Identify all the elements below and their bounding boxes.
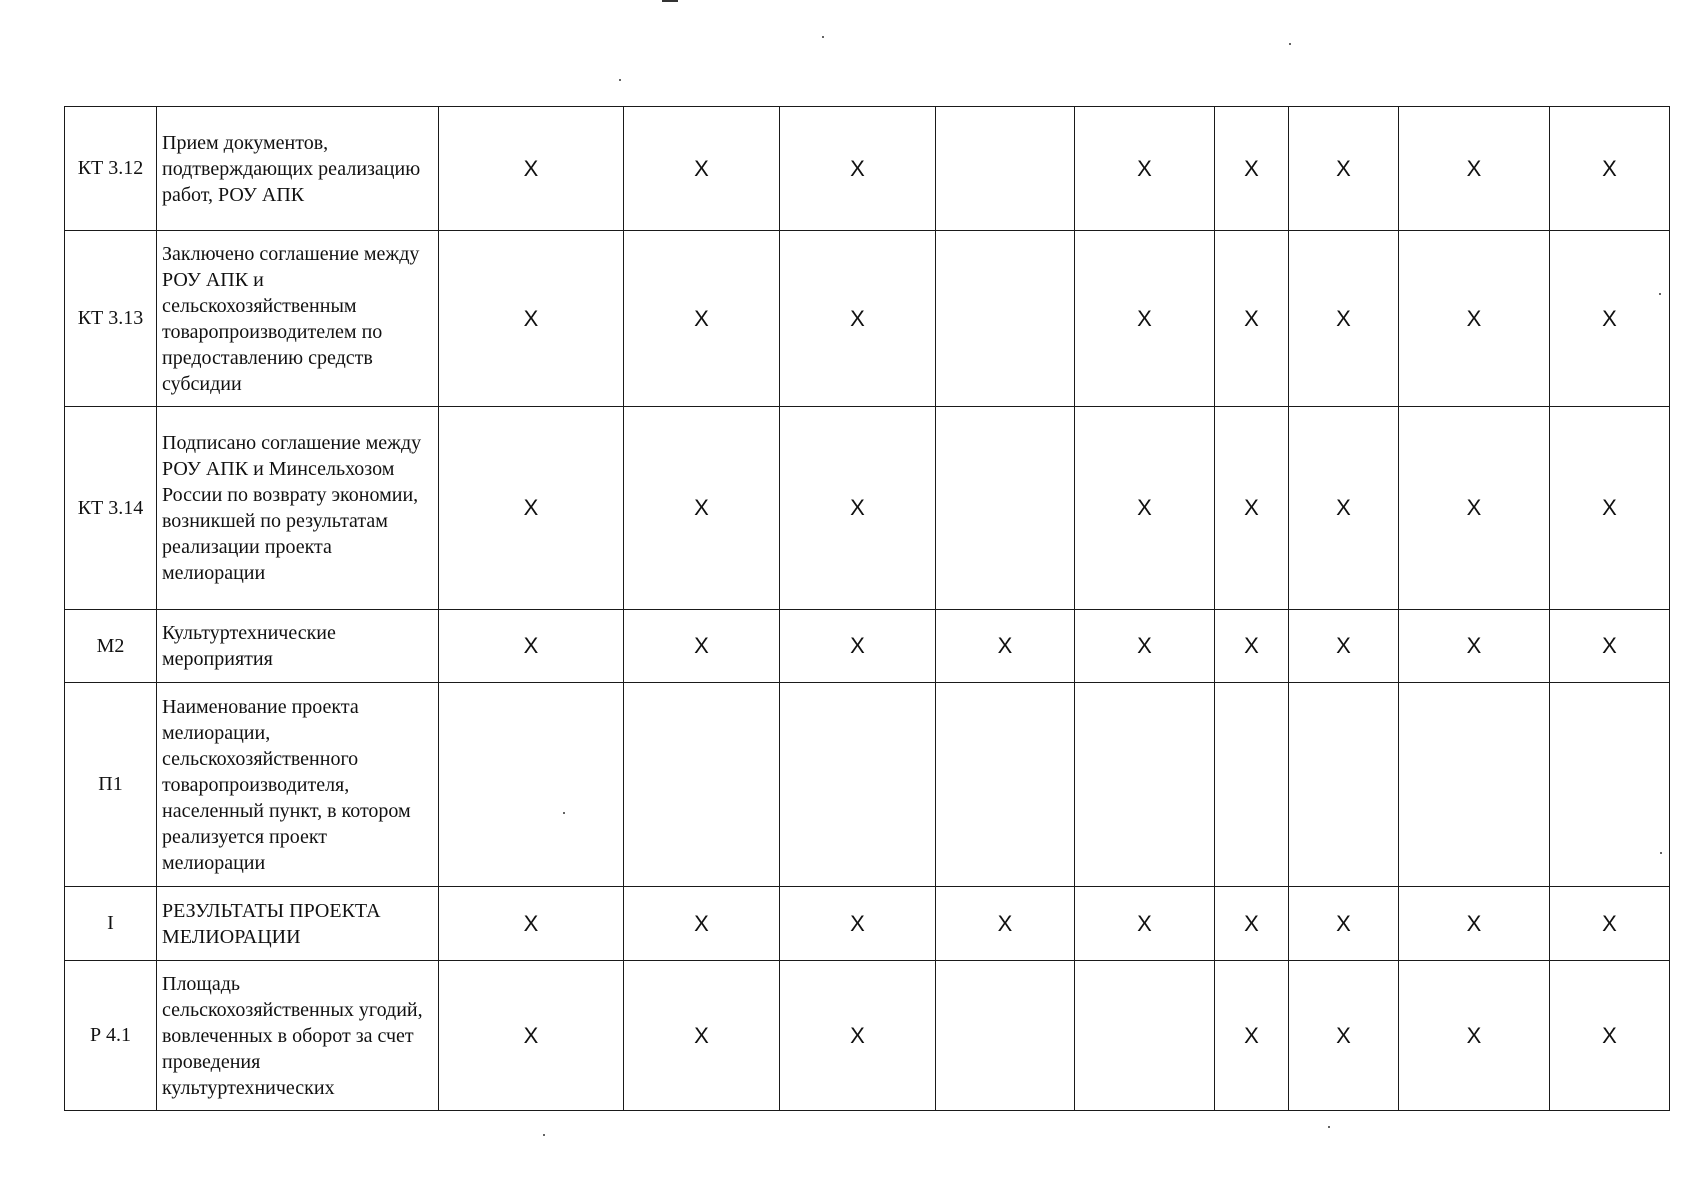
- row-mark: X: [1289, 961, 1399, 1111]
- row-name: Прием документов, подтверждающих реализацию работ, РОУ АПК: [157, 107, 439, 231]
- row-mark: X: [1215, 231, 1289, 407]
- row-mark: X: [1215, 610, 1289, 683]
- row-mark: [439, 683, 624, 887]
- row-mark: X: [1289, 107, 1399, 231]
- row-mark: X: [439, 107, 624, 231]
- row-code: П1: [65, 683, 157, 887]
- document-table-container: [64, 106, 1670, 1111]
- row-mark: X: [1550, 961, 1670, 1111]
- row-mark: X: [780, 407, 936, 610]
- row-mark: X: [624, 887, 780, 961]
- row-mark: X: [1215, 107, 1289, 231]
- row-mark: X: [1550, 107, 1670, 231]
- row-mark: X: [780, 107, 936, 231]
- row-mark: X: [1399, 231, 1550, 407]
- row-name: Подписано соглашение между РОУ АПК и Минсельхозом России по возврату экономии, возникшей по результатам реализации проекта мелиорации: [157, 407, 439, 610]
- row-mark: X: [780, 231, 936, 407]
- scan-mark: [662, 0, 678, 2]
- row-code: КТ 3.13: [65, 231, 157, 407]
- scan-speck: [822, 36, 824, 38]
- row-code: Р 4.1: [65, 961, 157, 1111]
- scan-speck: [1659, 293, 1661, 295]
- row-name: РЕЗУЛЬТАТЫ ПРОЕКТА МЕЛИОРАЦИИ: [157, 887, 439, 961]
- row-mark: X: [439, 231, 624, 407]
- measures-table: [64, 106, 1670, 1111]
- row-name: Культуртехнические мероприятия: [157, 610, 439, 683]
- row-mark: X: [624, 610, 780, 683]
- row-code: КТ 3.12: [65, 107, 157, 231]
- row-mark: X: [1075, 407, 1215, 610]
- row-mark: X: [936, 610, 1075, 683]
- table-row: [65, 683, 1670, 887]
- table-row: [65, 231, 1670, 407]
- row-mark: X: [1215, 407, 1289, 610]
- row-mark: [936, 231, 1075, 407]
- row-mark: [936, 683, 1075, 887]
- row-mark: X: [1289, 407, 1399, 610]
- row-mark: X: [1289, 610, 1399, 683]
- row-mark: X: [1399, 961, 1550, 1111]
- table-row: [65, 961, 1670, 1111]
- row-mark: X: [439, 887, 624, 961]
- row-mark: X: [1215, 887, 1289, 961]
- row-mark: [1399, 683, 1550, 887]
- row-mark: [1550, 683, 1670, 887]
- row-mark: X: [1075, 887, 1215, 961]
- scan-speck: [1328, 1126, 1330, 1128]
- row-mark: X: [780, 610, 936, 683]
- row-mark: X: [624, 231, 780, 407]
- row-mark: X: [1399, 610, 1550, 683]
- row-mark: X: [1550, 231, 1670, 407]
- row-mark: X: [624, 407, 780, 610]
- row-mark: [1075, 961, 1215, 1111]
- row-mark: X: [1289, 887, 1399, 961]
- row-mark: [1075, 683, 1215, 887]
- row-mark: X: [936, 887, 1075, 961]
- row-mark: [780, 683, 936, 887]
- row-mark: X: [439, 407, 624, 610]
- row-mark: X: [439, 961, 624, 1111]
- row-mark: X: [1550, 407, 1670, 610]
- row-mark: X: [1399, 887, 1550, 961]
- row-mark: X: [1075, 231, 1215, 407]
- table-row: [65, 107, 1670, 231]
- row-mark: X: [1075, 610, 1215, 683]
- table-row: [65, 887, 1670, 961]
- row-name: Наименование проекта мелиорации, сельскохозяйственного товаропроизводителя, населенный пункт, в котором реализуется проект мелиорации: [157, 683, 439, 887]
- row-mark: X: [1289, 231, 1399, 407]
- row-mark: [936, 961, 1075, 1111]
- row-name: Заключено соглашение между РОУ АПК и сельскохозяйственным товаропроизводителем по предоставлению средств субсидии: [157, 231, 439, 407]
- row-code: I: [65, 887, 157, 961]
- table-row: [65, 407, 1670, 610]
- row-mark: X: [1215, 961, 1289, 1111]
- scan-speck: [563, 812, 565, 814]
- row-mark: X: [1399, 407, 1550, 610]
- row-mark: X: [624, 107, 780, 231]
- scan-speck: [619, 79, 621, 81]
- row-mark: X: [624, 961, 780, 1111]
- row-mark: X: [780, 887, 936, 961]
- row-mark: X: [1550, 887, 1670, 961]
- row-name: Площадь сельскохозяйственных угодий, вовлеченных в оборот за счет проведения культуртехнических: [157, 961, 439, 1111]
- row-mark: [1289, 683, 1399, 887]
- scan-speck: [1660, 852, 1662, 854]
- row-mark: [1215, 683, 1289, 887]
- scan-speck: [1289, 43, 1291, 45]
- row-mark: X: [1399, 107, 1550, 231]
- row-mark: [936, 107, 1075, 231]
- row-code: М2: [65, 610, 157, 683]
- row-mark: [936, 407, 1075, 610]
- table-row: [65, 610, 1670, 683]
- row-mark: X: [1550, 610, 1670, 683]
- row-mark: [624, 683, 780, 887]
- row-mark: X: [780, 961, 936, 1111]
- scan-speck: [543, 1134, 545, 1136]
- row-mark: X: [1075, 107, 1215, 231]
- row-code: КТ 3.14: [65, 407, 157, 610]
- table-body: [65, 107, 1670, 1111]
- row-mark: X: [439, 610, 624, 683]
